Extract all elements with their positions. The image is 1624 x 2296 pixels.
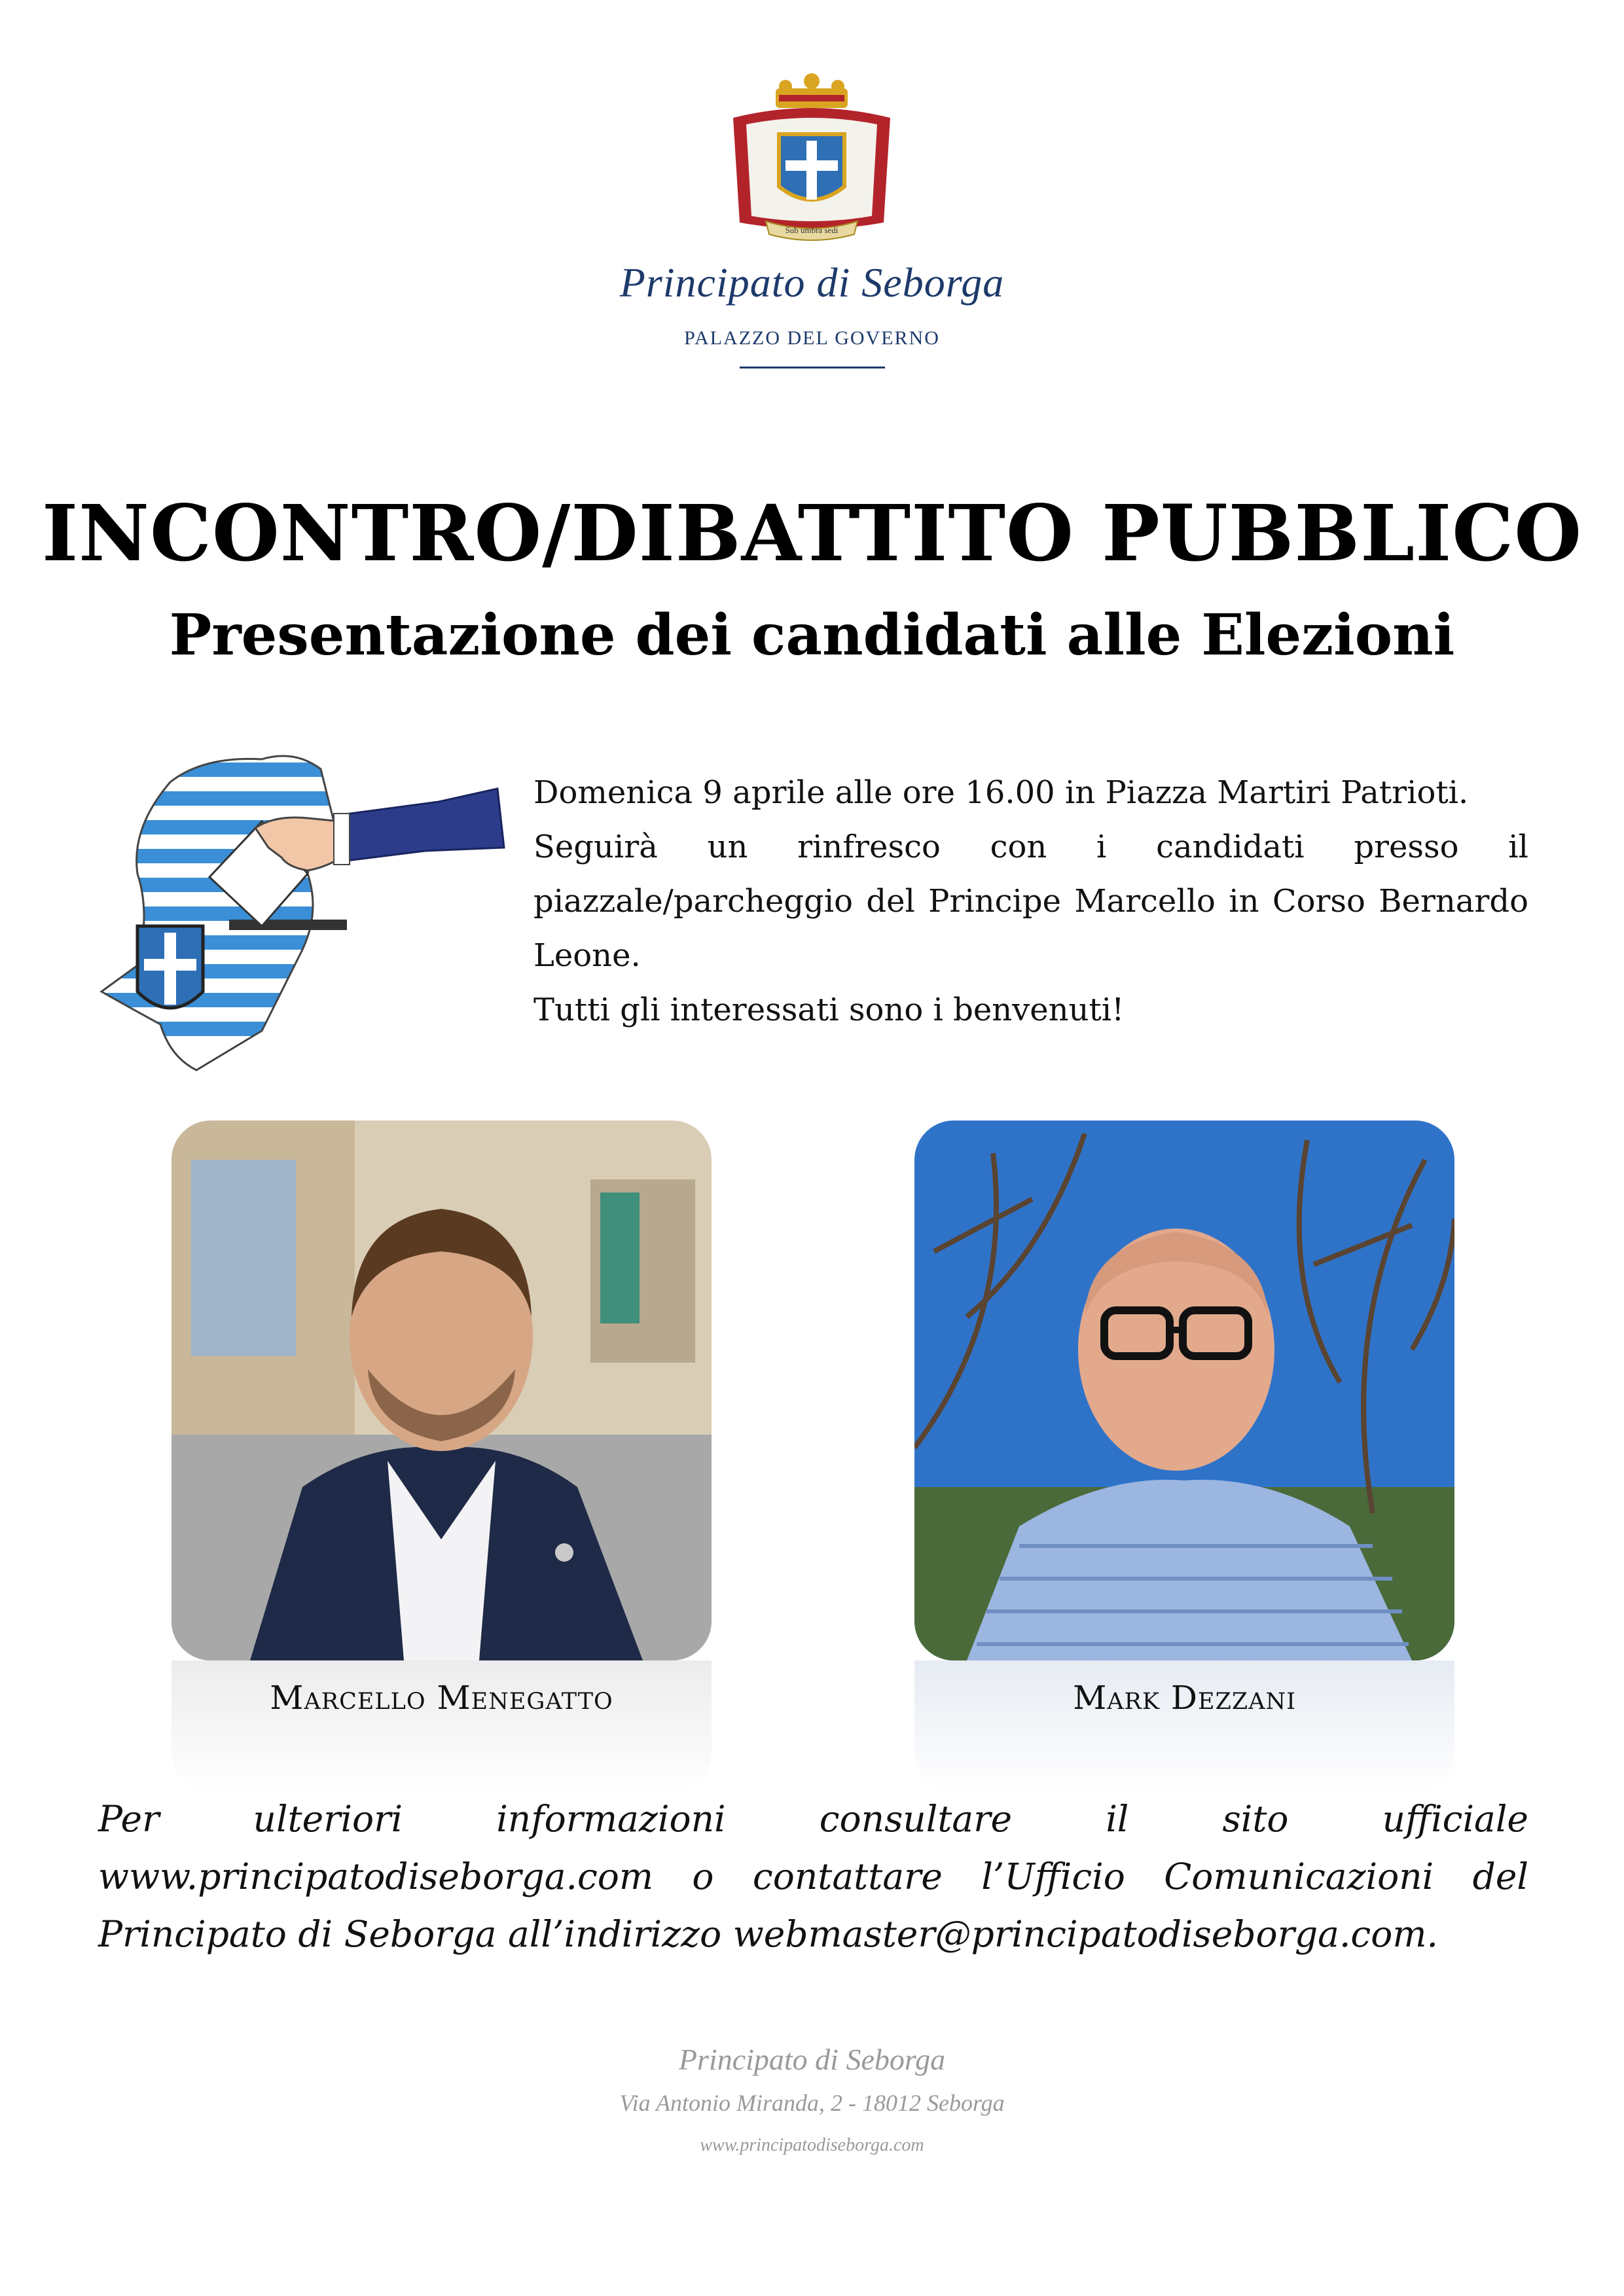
crest-motto: Sub umbra sedi [785,225,839,235]
event-welcome: Tutti gli interessati sono i benvenuti! [533,992,1125,1028]
page-title: INCONTRO/DIBATTITO PUBBLICO [41,488,1582,579]
org-subtitle: PALAZZO DEL GOVERNO [684,327,940,349]
ballot-illustration [98,743,511,1077]
candidate-photo-2 [914,1121,1454,1660]
footer-org-name: Principato di Seborga [678,2043,946,2076]
org-name: Principato di Seborga [619,259,1005,306]
event-refreshment: Seguirà un rinfresco con i candidati presso il piazzale/parcheggio del Principe Marcello in Corso Bernardo Leone. [533,829,1528,974]
footer-website: www.principatodiseborga.com [700,2135,924,2155]
candidate-photo-1 [171,1121,712,1660]
header-divider [740,367,885,368]
event-date-location: Domenica 9 aprile alle ore 16.00 in Piazza Martiri Patrioti. [533,774,1469,811]
contact-info: Per ulteriori informazioni consultare il sito ufficiale www.principatodiseborga.com o contattare l’Ufficio Comunicazioni del Principato di Seborga all’indirizzo webmaster@principatodiseborga.com. [98,1798,1528,1955]
candidate-name-2: Mark Dezzani [1073,1679,1296,1717]
candidate-name-1: Marcello Menegatto [270,1679,613,1717]
page-subtitle: Presentazione dei candidati alle Elezioni [169,602,1455,668]
coat-of-arms-icon [720,72,903,255]
event-details [533,766,1528,1037]
footer-address: Via Antonio Miranda, 2 - 18012 Seborga [619,2090,1005,2116]
